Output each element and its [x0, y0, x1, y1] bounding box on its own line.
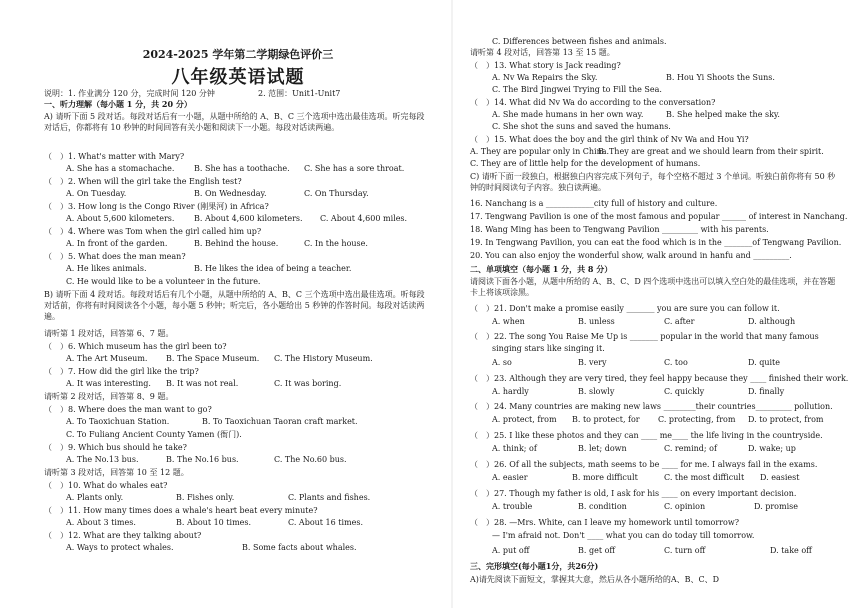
sentence-20: 20. You can also enjoy the wonderful show, walk around in hanfu and _________. [470, 251, 792, 260]
q4-option-b: B. Behind the house. [194, 239, 279, 248]
q24-option-d: D. to protect, from [748, 415, 824, 424]
question-25: （ ）25. I like these photos and they can ____ me____ the life living in the countryside. [470, 431, 823, 440]
section-3-title: 三、完形填空(每小题1分，共26分) [470, 561, 599, 571]
q2-option-b: B. On Wednesday. [194, 189, 267, 198]
question-21: （ ）21. Don't make a promise easily _______ you are sure you can follow it. [470, 304, 780, 313]
question-11: （ ）11. How many times does a whale's heart beat every minute? [44, 506, 318, 515]
q11-option-b: B. About 10 times. [176, 518, 252, 527]
section-3-intro: A)请先阅读下面短文，掌握其大意，然后从各小题所给的A、B、C、D [470, 575, 720, 584]
q4-option-a: A. In front of the garden. [66, 239, 168, 248]
question-13: （ ）13. What story is Jack reading? [470, 61, 621, 70]
question-12: （ ）12. What are they talking about? [44, 531, 202, 540]
q27-option-a: A. trouble [492, 502, 533, 511]
question-23: （ ）23. Although they are very tired, they feel happy because they ____ finished their work. [470, 374, 849, 383]
page-fold-line [451, 0, 453, 608]
section-b-intro: B) 请听下面 4 段对话。每段对话后有几个小题，从题中所给的 A、B、C 三个选项中选出最佳选项。听每段对话前，你将有时间阅读各个小题，每小题 5 秒钟；听完后，各小题给出 5 秒钟的作答时间。每段对话读两遍。 [44, 290, 425, 321]
question-8: （ ）8. Where does the man want to go? [44, 405, 212, 414]
question-5: （ ）5. What does the man mean? [44, 252, 186, 261]
q13-option-b: B. Hou Yi Shoots the Suns. [666, 73, 775, 82]
q23-option-d: D. finally [748, 387, 785, 396]
dialogue-1-note: 请听第 1 段对话，回答第 6、7 题。 [44, 329, 174, 338]
q15-option-c: C. They are of little help for the development of humans. [470, 159, 701, 168]
question-22: （ ）22. The song You Raise Me Up is _______ popular in the world that many famous [470, 332, 819, 341]
q12-option-b: B. Some facts about whales. [242, 543, 357, 552]
q15-option-b: B. They are great and we should learn from their spirit. [598, 147, 824, 156]
q3-option-b: B. About 4,600 kilometers. [194, 214, 303, 223]
q1-option-c: C. She has a sore throat. [304, 164, 405, 173]
q27-option-d: D. promise [754, 502, 798, 511]
q12-option-c: C. Differences between fishes and animals. [492, 37, 667, 46]
q5-option-a: A. He likes animals. [66, 264, 147, 273]
q21-option-b: B. unless [578, 317, 615, 326]
q26-option-c: C. the most difficult [664, 473, 745, 482]
section-1-title: 一、听力理解（每小题 1 分，共 20 分） [44, 99, 192, 109]
q24-option-c: C. protecting, from [658, 415, 736, 424]
section-2-intro: 请阅读下面各小题，从题中所给的 A、B、C、D 四个选项中选出可以填入空白处的最佳选项，并在答题卡上将该项涂黑。 [470, 277, 836, 297]
q4-option-c: C. In the house. [304, 239, 368, 248]
question-26: （ ）26. Of all the subjects, math seems to be ____ for me. I always fail in the exams. [470, 460, 818, 469]
question-2: （ ）2. When will the girl take the English test? [44, 177, 242, 186]
q9-option-c: C. The No.60 bus. [274, 455, 347, 464]
q13-option-a: A. Nv Wa Repairs the Sky. [492, 73, 598, 82]
q15-option-a: A. They are popular only in China. [470, 147, 610, 156]
q27-option-c: C. opinion [664, 502, 706, 511]
question-28: （ ）28. —Mrs. White, can I leave my homework until tomorrow? [470, 518, 739, 527]
q12-option-a: A. Ways to protect whales. [66, 543, 174, 552]
section-c-intro: C) 请听下面一段独白，根据独白内容完成下列句子，每个空格不超过 3 个单词。听独白前你将有 50 秒钟的时间阅读句子内容。独白读两遍。 [470, 172, 836, 192]
q14-option-b: B. She helped make the sky. [666, 110, 780, 119]
exam-notes: 说明：1. 作业满分 120 分，完成时间 120 分钟 [44, 89, 215, 98]
q23-option-b: B. slowly [578, 387, 615, 396]
q22-option-a: A. so [492, 358, 512, 367]
question-4: （ ）4. Where was Tom when the girl called him up? [44, 227, 262, 236]
question-28-continued: — I'm afraid not. Don't ____ what you can do today till tomorrow. [492, 531, 755, 540]
q11-option-a: A. About 3 times. [66, 518, 136, 527]
q9-option-a: A. The No.13 bus. [66, 455, 139, 464]
q9-option-b: B. The No.16 bus. [166, 455, 239, 464]
q28-option-a: A. put off [492, 546, 530, 555]
q11-option-c: C. About 16 times. [288, 518, 364, 527]
sentence-19: 19. In Tengwang Pavilion, you can eat the food which is in the _______of Tengwang Pavilion. [470, 238, 842, 247]
exam-scope: 2. 范围：Unit1-Unit7 [258, 89, 341, 98]
q23-option-c: C. quickly [664, 387, 705, 396]
q10-option-c: C. Plants and fishes. [288, 493, 371, 502]
section-a-intro: A) 请听下面 5 段对话。每段对话后有一小题，从题中所给的 A、B、C 三个选项中选出最佳选项。听完每段对话后，你都将有 10 秒钟的时间回答有关小题和阅读下一小题。每段对话读两遍。 [44, 112, 425, 132]
q26-option-b: B. more difficult [572, 473, 638, 482]
q6-option-b: B. The Space Museum. [166, 354, 260, 363]
q26-option-a: A. easier [492, 473, 528, 482]
question-15: （ ）15. What does the boy and the girl think of Nv Wa and Hou Yi? [470, 135, 749, 144]
question-1: （ ）1. What's matter with Mary? [44, 152, 185, 161]
q25-option-a: A. think; of [492, 444, 537, 453]
dialogue-4-note: 请听第 4 段对话，回答第 13 至 15 题。 [470, 48, 615, 57]
q21-option-c: C. after [664, 317, 695, 326]
q8-option-a: A. To Taoxichuan Station. [66, 417, 170, 426]
q25-option-d: D. wake; up [748, 444, 796, 453]
q28-option-d: D. take off [770, 546, 812, 555]
q3-option-a: A. About 5,600 kilometers. [66, 214, 175, 223]
q28-option-b: B. get off [578, 546, 616, 555]
q7-option-c: C. It was boring. [274, 379, 342, 388]
q13-option-c: C. The Bird Jingwei Trying to Fill the Sea. [492, 85, 662, 94]
q7-option-b: B. It was not real. [166, 379, 239, 388]
q22-option-b: B. very [578, 358, 607, 367]
q8-option-c: C. To Fuliang Ancient County Yamen (衙门). [66, 430, 242, 439]
q10-option-a: A. Plants only. [66, 493, 124, 502]
q3-option-c: C. About 4,600 miles. [320, 214, 408, 223]
q6-option-a: A. The Art Museum. [66, 354, 148, 363]
q23-option-a: A. hardly [492, 387, 529, 396]
exam-title: 2024-2025 学年第二学期绿色评价三 [142, 48, 334, 61]
q22-option-c: C. too [664, 358, 688, 367]
q21-option-d: D. although [748, 317, 796, 326]
question-14: （ ）14. What did Nv Wa do according to the conversation? [470, 98, 716, 107]
q7-option-a: A. It was interesting. [66, 379, 151, 388]
q24-option-a: A. protect, from [492, 415, 557, 424]
sentence-17: 17. Tengwang Pavilion is one of the most famous and popular ______ of interest in Nanchang. [470, 212, 848, 221]
section-2-title: 二、单项填空（每小题 1 分，共 8 分） [470, 264, 613, 274]
q27-option-b: B. condition [578, 502, 627, 511]
exam-subtitle: 八年级英语试题 [171, 67, 305, 88]
question-9: （ ）9. Which bus should he take? [44, 443, 187, 452]
q22-option-d: D. quite [748, 358, 780, 367]
q1-option-b: B. She has a toothache. [194, 164, 290, 173]
q14-option-c: C. She shot the suns and saved the humans. [492, 122, 671, 131]
q25-option-b: B. let; down [578, 444, 627, 453]
sentence-18: 18. Wang Ming has been to Tengwang Pavilion _________ with his parents. [470, 225, 769, 234]
q10-option-b: B. Fishes only. [176, 493, 235, 502]
q5-option-c: C. He would like to be a volunteer in the future. [66, 277, 261, 286]
dialogue-3-note: 请听第 3 段对话，回答第 10 至 12 题。 [44, 468, 189, 477]
sentence-16: 16. Nanchang is a ____________city full of history and culture. [470, 199, 718, 208]
dialogue-2-note: 请听第 2 段对话，回答第 8、9 题。 [44, 392, 174, 401]
q8-option-b: B. To Taoxichuan Taoran craft market. [202, 417, 358, 426]
q1-option-a: A. She has a stomachache. [66, 164, 175, 173]
q28-option-c: C. turn off [664, 546, 706, 555]
question-7: （ ）7. How did the girl like the trip? [44, 367, 199, 376]
q2-option-c: C. On Thursday. [304, 189, 369, 198]
question-24: （ ）24. Many countries are making new laws ________their countries_________ pollution. [470, 402, 833, 411]
q21-option-a: A. when [492, 317, 525, 326]
q2-option-a: A. On Tuesday. [66, 189, 127, 198]
question-3: （ ）3. How long is the Congo River (刚果河) in Africa? [44, 202, 269, 211]
q5-option-b: B. He likes the idea of being a teacher. [194, 264, 352, 273]
q24-option-b: B. to protect, for [572, 415, 640, 424]
question-27: （ ）27. Though my father is old, I ask for his ____ on every important decision. [470, 489, 797, 498]
question-22-continued: singing stars like singing it. [492, 344, 605, 353]
question-6: （ ）6. Which museum has the girl been to? [44, 342, 227, 351]
q6-option-c: C. The History Museum. [274, 354, 373, 363]
q14-option-a: A. She made humans in her own way. [492, 110, 644, 119]
question-10: （ ）10. What do whales eat? [44, 481, 168, 490]
q25-option-c: C. remind; of [664, 444, 717, 453]
q26-option-d: D. easiest [760, 473, 800, 482]
